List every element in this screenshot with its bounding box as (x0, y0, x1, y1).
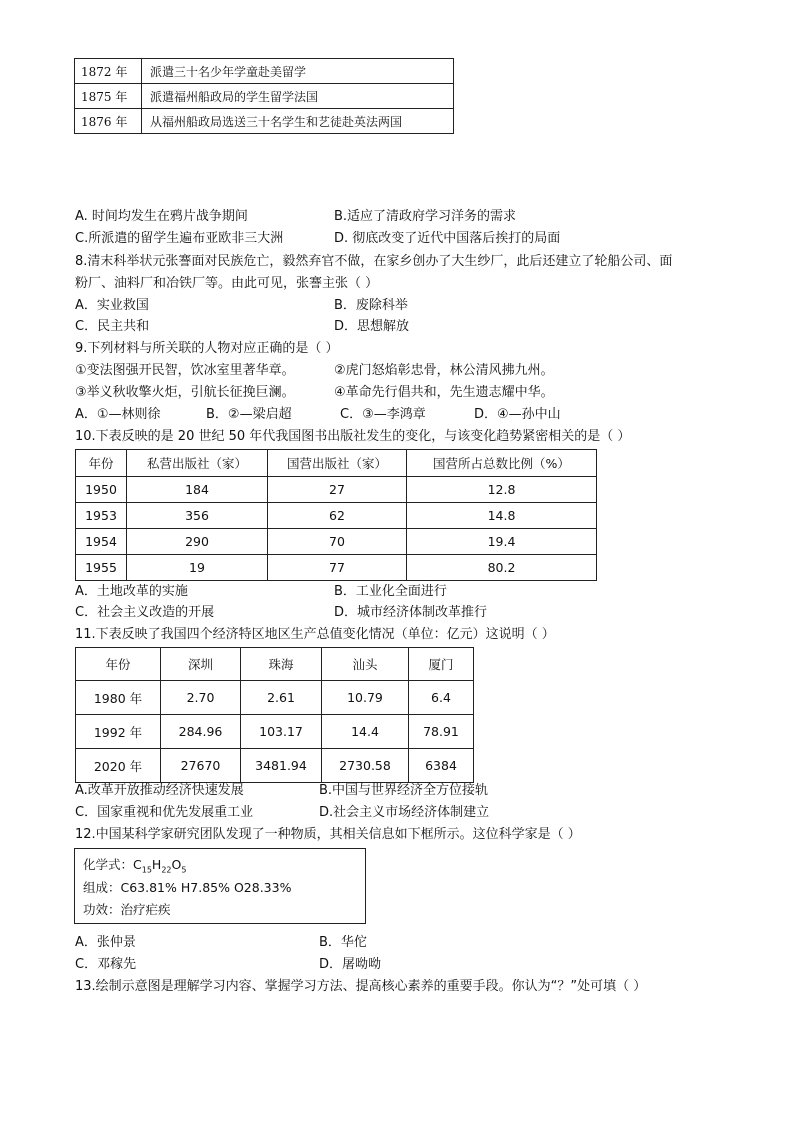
table-header: 汕头 (322, 648, 409, 681)
table-cell: 1872 年 (75, 59, 142, 84)
q8-option-b: B．废除科举 (334, 298, 408, 313)
table-row (76, 503, 597, 529)
table-cell: 1950 (76, 477, 127, 503)
q11-option-c: C．国家重视和优先发展重工业 (75, 805, 254, 820)
q7-option-c: C.所派遣的留学生遍布亚欧非三大洲 (75, 231, 284, 246)
q9-option-b: B．②—梁启超 (206, 407, 292, 422)
q11-option-d: D.社会主义市场经济体制建立 (319, 805, 490, 820)
q8-stem-line1: 8.清末科举状元张謇面对民族危亡，毅然弃官不做，在家乡创办了大生纱厂，此后还建立了轮船公司、面 (75, 254, 673, 269)
table-header: 私营出版社（家） (127, 450, 268, 477)
q8-option-a: A．实业救国 (75, 298, 149, 313)
table-row (76, 477, 597, 503)
table-header-row (76, 450, 597, 477)
q11-option-b: B.中国与世界经济全方位接轨 (319, 783, 489, 798)
table-cell: 356 (127, 503, 268, 529)
table-cell: 80.2 (407, 555, 597, 581)
q9-stem: 9.下列材料与所关联的人物对应正确的是（ ） (75, 341, 339, 356)
table-cell: 1955 (76, 555, 127, 581)
table-cell: 2.70 (161, 681, 241, 715)
q12-option-b: B．华佗 (319, 935, 367, 950)
table-cell: 78.91 (409, 715, 474, 749)
q12-option-a: A．张仲景 (75, 935, 136, 950)
q7-option-a: A. 时间均发生在鸦片战争期间 (75, 209, 248, 224)
table-row (75, 109, 454, 134)
table-cell: 19.4 (407, 529, 597, 555)
q11-stem: 11.下表反映了我国四个经济特区地区生产总值变化情况（单位：亿元）这说明（ ） (75, 627, 555, 642)
table-cell: 27670 (161, 749, 241, 783)
table-header: 国营出版社（家） (268, 450, 407, 477)
table-cell: 19 (127, 555, 268, 581)
table-cell: 6.4 (409, 681, 474, 715)
table-cell: 14.4 (322, 715, 409, 749)
sez-gdp-table (75, 647, 474, 783)
effect-line: 功效：治疗疟疾 (83, 902, 171, 917)
table-header: 年份 (76, 648, 161, 681)
table-cell: 27 (268, 477, 407, 503)
publishers-table (75, 449, 597, 581)
table-cell: 1876 年 (75, 109, 142, 134)
q9-material-3: ③举义秋收擎火炬，引航长征挽巨澜。 (75, 385, 295, 400)
q10-option-b: B．工业化全面进行 (334, 584, 447, 599)
table-row (76, 715, 474, 749)
q9-option-a: A．①—林则徐 (75, 407, 161, 422)
table-header: 珠海 (241, 648, 322, 681)
q12-option-d: D．屠呦呦 (319, 957, 382, 972)
q8-stem-line2: 粉厂、油料厂和冶铁厂等。由此可见，张謇主张（ ） (75, 276, 379, 291)
table-cell: 12.8 (407, 477, 597, 503)
study-abroad-table (74, 58, 454, 134)
table-cell: 184 (127, 477, 268, 503)
q8-option-c: C．民主共和 (75, 319, 150, 334)
table-cell: 1992 年 (76, 715, 161, 749)
chemical-formula: 化学式：$C_{15}H_{22}O_5$ (83, 857, 187, 875)
q10-option-c: C．社会主义改造的开展 (75, 605, 215, 620)
table-cell: 2.61 (241, 681, 322, 715)
table-row (76, 749, 474, 783)
table-cell: 77 (268, 555, 407, 581)
table-cell: 2730.58 (322, 749, 409, 783)
q9-material-4: ④革命先行倡共和，先生遗志耀中华。 (334, 385, 554, 400)
q12-option-c: C．邓稼先 (75, 957, 137, 972)
table-cell: 1953 (76, 503, 127, 529)
table-row (75, 59, 454, 84)
table-cell: 6384 (409, 749, 474, 783)
table-cell: 3481.94 (241, 749, 322, 783)
table-cell: 1875 年 (75, 84, 142, 109)
table-header-row (76, 648, 474, 681)
q8-option-d: D．思想解放 (334, 319, 410, 334)
table-cell: 62 (268, 503, 407, 529)
table-cell: 284.96 (161, 715, 241, 749)
q7-option-b: B.适应了清政府学习洋务的需求 (334, 209, 517, 224)
q13-stem: 13.绘制示意图是理解学习内容、掌握学习方法、提高核心素养的重要手段。你认为“？”处可填（ ） (75, 979, 647, 994)
table-header: 国营所占总数比例（%） (407, 450, 597, 477)
table-header: 年份 (76, 450, 127, 477)
table-cell: 派遣福州船政局的学生留学法国 (142, 84, 454, 109)
composition-line: 组成：C63.81% H7.85% O28.33% (83, 880, 292, 895)
q11-option-a: A.改革开放推动经济快速发展 (75, 783, 244, 798)
table-cell: 14.8 (407, 503, 597, 529)
table-cell: 1954 (76, 529, 127, 555)
table-cell: 派遣三十名少年学童赴美留学 (142, 59, 454, 84)
table-cell: 1980 年 (76, 681, 161, 715)
q10-option-d: D．城市经济体制改革推行 (334, 605, 488, 620)
q7-option-d: D. 彻底改变了近代中国落后挨打的局面 (334, 231, 561, 246)
table-cell: 2020 年 (76, 749, 161, 783)
table-header: 深圳 (161, 648, 241, 681)
table-cell: 290 (127, 529, 268, 555)
q10-stem: 10.下表反映的是 20 世纪 50 年代我国图书出版社发生的变化，与该变化趋势紧密相关的是（ ） (75, 429, 631, 444)
q9-material-2: ②虎门怒焰彰忠骨，林公清风拂九州。 (334, 363, 554, 378)
table-row (75, 84, 454, 109)
table-cell: 103.17 (241, 715, 322, 749)
q9-option-c: C．③—李鸿章 (340, 407, 426, 422)
table-cell: 10.79 (322, 681, 409, 715)
q9-option-d: D．④—孙中山 (474, 407, 561, 422)
artemisinin-info-box (74, 848, 366, 924)
table-row (76, 529, 597, 555)
table-cell: 从福州船政局选送三十名学生和艺徒赴英法两国 (142, 109, 454, 134)
table-row (76, 555, 597, 581)
q12-stem: 12.中国某科学家研究团队发现了一种物质，其相关信息如下框所示。这位科学家是（ ） (75, 827, 581, 842)
table-row (76, 681, 474, 715)
q9-material-1: ①变法图强开民智，饮冰室里著华章。 (75, 363, 295, 378)
table-header: 厦门 (409, 648, 474, 681)
q10-option-a: A．土地改革的实施 (75, 584, 188, 599)
table-cell: 70 (268, 529, 407, 555)
